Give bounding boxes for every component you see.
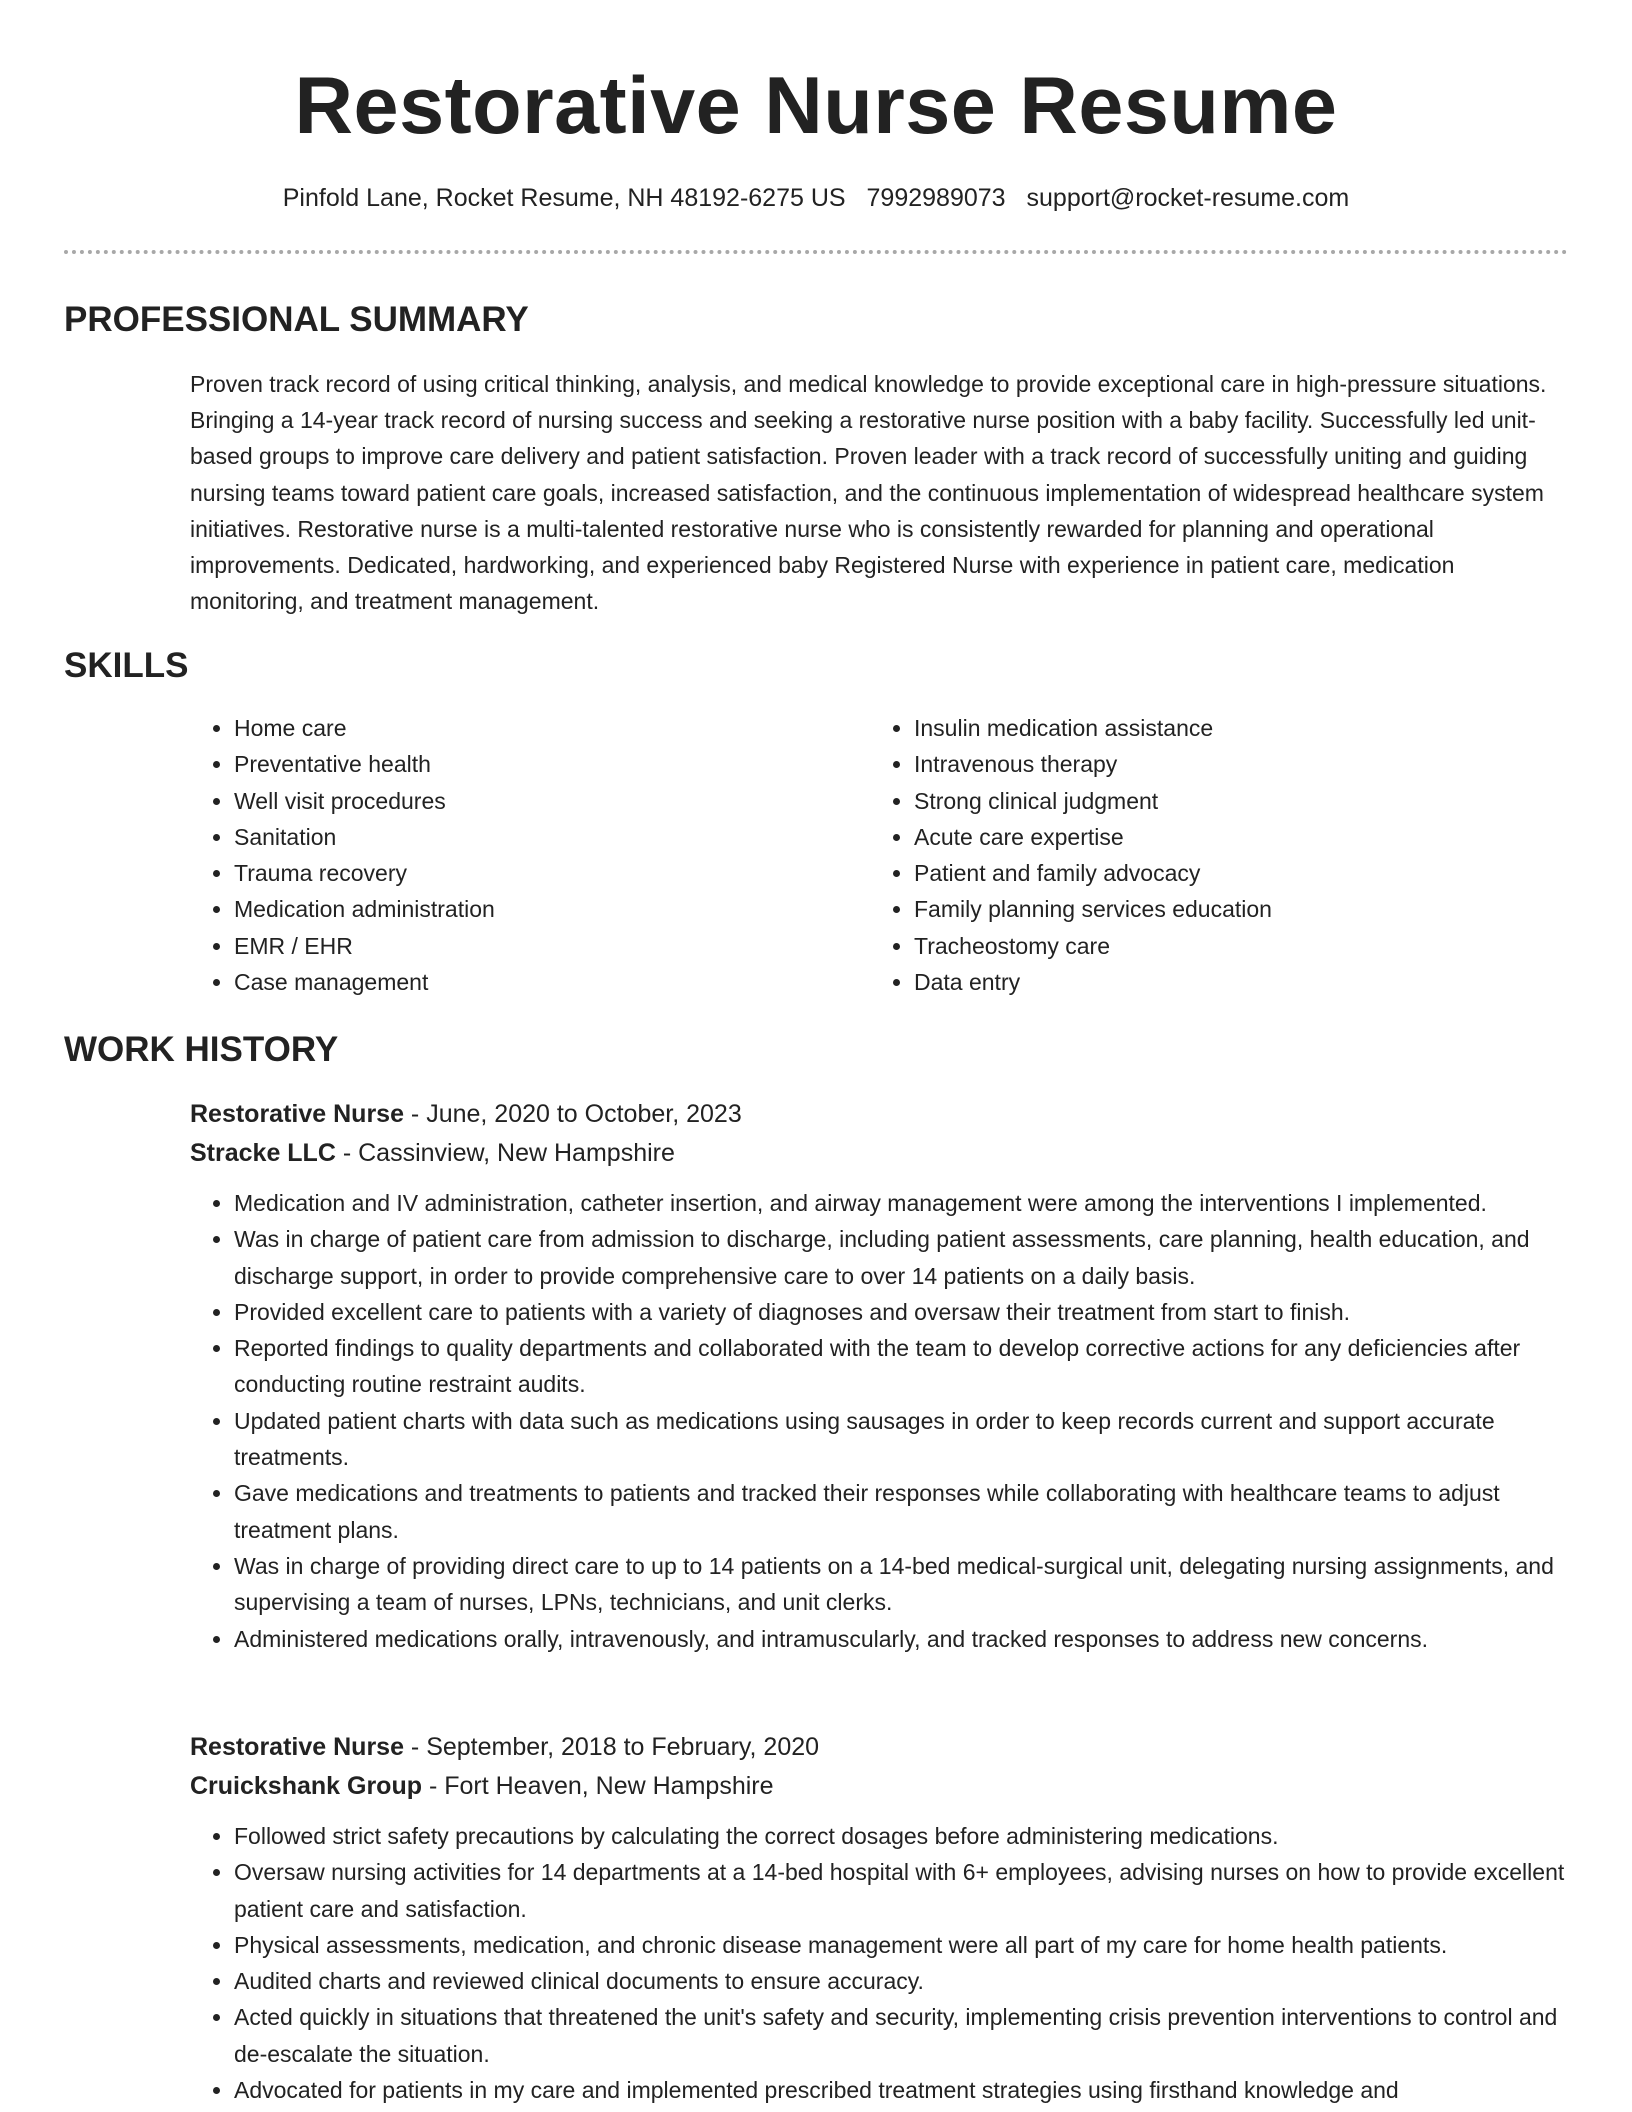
job-location: - Fort Heaven, New Hampshire	[422, 1772, 774, 1800]
skill-item: • Family planning services education	[914, 891, 1550, 927]
skill-item: • Well visit procedures	[234, 783, 870, 819]
job-bullet: • Administered medications orally, intravenously, and intramuscularly, and tracked responses to address new concerns.	[234, 1621, 1570, 1657]
work-history-heading: WORK HISTORY	[64, 1030, 339, 1069]
job-company: Stracke LLC	[190, 1139, 336, 1167]
job-bullet: • Physical assessments, medication, and chronic disease management were all part of my care for home health patients.	[234, 1927, 1570, 1963]
job-bullet: • Followed strict safety precautions by calculating the correct dosages before administering medications.	[234, 1818, 1570, 1854]
job-title: Restorative Nurse	[190, 1100, 404, 1128]
job-company-line	[190, 1134, 1570, 1173]
skills-column-left	[190, 710, 870, 1000]
job-bullet: • Updated patient charts with data such as medications using sausages in order to keep records current and support accurate treatments.	[234, 1403, 1570, 1476]
job-dates: - June, 2020 to October, 2023	[403, 1100, 742, 1128]
skill-item: • Trauma recovery	[234, 855, 870, 891]
job-bullet: • Audited charts and reviewed clinical documents to ensure accuracy.	[234, 1963, 1570, 1999]
job-title-line	[190, 1095, 1570, 1134]
skill-item: • Acute care expertise	[914, 819, 1550, 855]
skill-item: • Patient and family advocacy	[914, 855, 1550, 891]
job-bullet: • Reported findings to quality departments and collaborated with the team to develop corrective actions for any deficiencies after conducting routine restraint audits.	[234, 1330, 1570, 1403]
job-bullets	[190, 1818, 1570, 2108]
skill-item: • EMR / EHR	[234, 928, 870, 964]
job-company: Cruickshank Group	[190, 1772, 422, 1800]
skill-item: • Preventative health	[234, 746, 870, 782]
contact-phone: 7992989073	[866, 184, 1006, 212]
job-bullet: • Oversaw nursing activities for 14 departments at a 14-bed hospital with 6+ employees, advising nurses on how to provide excellent patient care and satisfaction.	[234, 1854, 1570, 1927]
job-bullet: • Medication and IV administration, catheter insertion, and airway management were among the interventions I implemented.	[234, 1185, 1570, 1221]
job-bullet: • Gave medications and treatments to patients and tracked their responses while collaborating with healthcare teams to adjust treatment plans.	[234, 1475, 1570, 1548]
job-title: Restorative Nurse	[190, 1733, 404, 1761]
job-title-line	[190, 1728, 1570, 1767]
skill-item: • Data entry	[914, 964, 1550, 1000]
skill-item: • Sanitation	[234, 819, 870, 855]
summary-text: Proven track record of using critical thinking, analysis, and medical knowledge to provide exceptional care in high-pressure situations. Bringing a 14-year track record of nursing success and seeking a restorative nurse position with a baby facility. Successfully led unit-based groups to improve care delivery and patient satisfaction. Proven leader with a track record of successfully uniting and guiding nursing teams toward patient care goals, increased satisfaction, and the continuous implementation of widespread healthcare system initiatives. Restorative nurse is a multi-talented restorative nurse who is consistently rewarded for planning and operational improvements. Dedicated, hardworking, and experienced baby Registered Nurse with experience in patient care, medication monitoring, and treatment management.	[190, 371, 1547, 615]
job-company-line	[190, 1767, 1570, 1806]
job-bullet: • Advocated for patients in my care and implemented prescribed treatment strategies using firsthand knowledge and	[234, 2072, 1570, 2108]
job-dates: - September, 2018 to February, 2020	[403, 1733, 820, 1761]
skill-item: • Home care	[234, 710, 870, 746]
job-bullet: • Was in charge of patient care from admission to discharge, including patient assessments, care planning, health education, and discharge support, in order to provide comprehensive care to over 14 patients on a daily basis.	[234, 1221, 1570, 1294]
job-bullets	[190, 1185, 1570, 1657]
skill-item: • Medication administration	[234, 891, 870, 927]
resume-page	[64, 0, 1568, 2112]
summary-heading: PROFESSIONAL SUMMARY	[64, 300, 529, 339]
skill-item: • Intravenous therapy	[914, 746, 1550, 782]
job-bullet: • Provided excellent care to patients with a variety of diagnoses and oversaw their treatment from start to finish.	[234, 1294, 1570, 1330]
skills-heading: SKILLS	[64, 646, 189, 685]
skills-list	[190, 710, 1570, 1000]
contact-address: Pinfold Lane, Rocket Resume, NH 48192-6275 US	[282, 184, 846, 212]
skill-item: • Strong clinical judgment	[914, 783, 1550, 819]
skill-item: • Insulin medication assistance	[914, 710, 1550, 746]
resume-title: Restorative Nurse Resume	[294, 61, 1338, 151]
skills-column-right	[870, 710, 1550, 1000]
skill-item: • Case management	[234, 964, 870, 1000]
job-entry	[190, 1095, 1570, 1657]
skill-item: • Tracheostomy care	[914, 928, 1550, 964]
job-location: - Cassinview, New Hampshire	[335, 1139, 675, 1167]
header-divider	[64, 250, 1568, 254]
job-entry	[190, 1728, 1570, 2108]
job-bullet: • Was in charge of providing direct care to up to 14 patients on a 14-bed medical-surgical unit, delegating nursing assignments, and supervising a team of nurses, LPNs, technicians, and unit clerks.	[234, 1548, 1570, 1621]
contact-line	[64, 182, 1568, 214]
contact-email: support@rocket-resume.com	[1026, 184, 1350, 212]
job-bullet: • Acted quickly in situations that threatened the unit's safety and security, implementing crisis prevention interventions to control and de-escalate the situation.	[234, 1999, 1570, 2072]
